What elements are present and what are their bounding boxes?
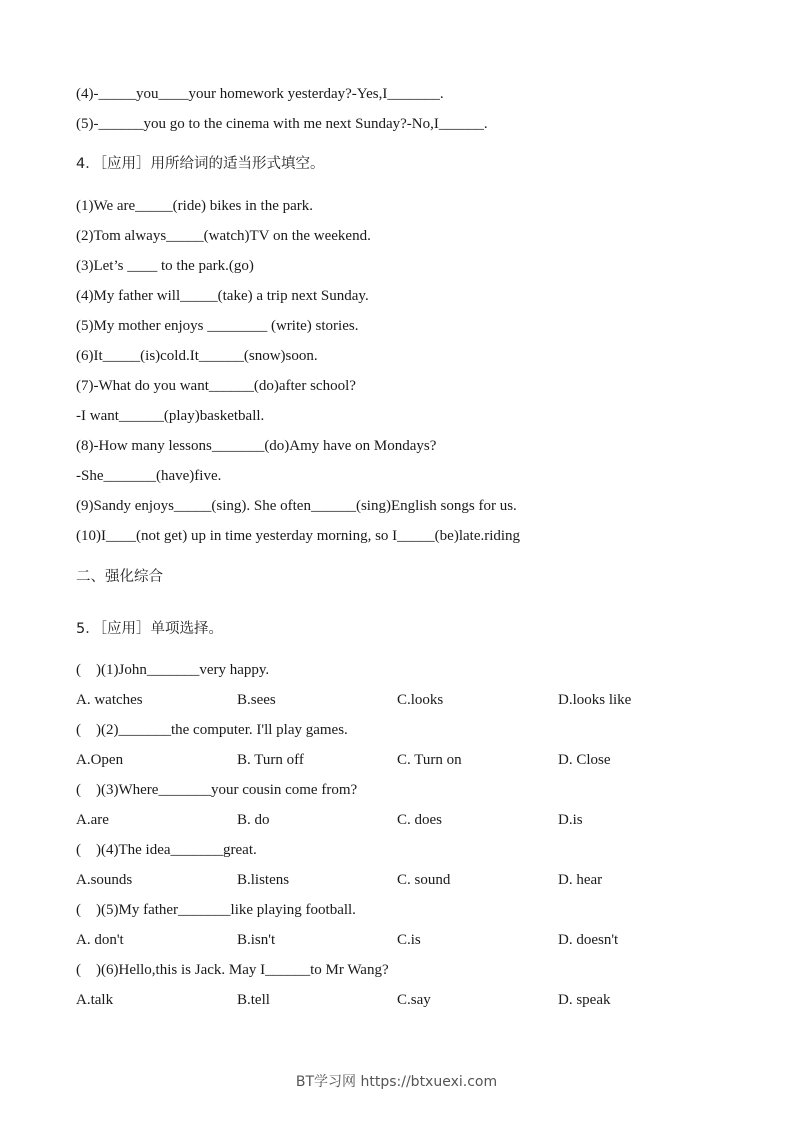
choice-option-d: D.is [558, 812, 583, 828]
choice-option-a: A. don't [76, 932, 124, 948]
fill-blank-item: (8)-How many lessons_______(do)Amy have on Mondays? [76, 438, 437, 454]
choice-option-d: D.looks like [558, 692, 632, 708]
choice-option-b: B.isn't [237, 932, 276, 948]
choice-option-a: A. watches [76, 692, 143, 708]
choice-option-b: B.tell [237, 992, 270, 1008]
fill-blank-item: -She_______(have)five. [76, 468, 222, 484]
footer-watermark: BT学习网 https://btxuexi.com [295, 1074, 498, 1090]
choice-option-d: D. doesn't [558, 932, 619, 948]
choice-option-c: C. Turn on [397, 752, 462, 768]
choice-option-c: C.say [397, 992, 431, 1008]
choice-option-c: C.looks [397, 692, 444, 708]
fill-blank-item: (1)We are_____(ride) bikes in the park. [76, 198, 314, 214]
choice-option-c: C. sound [397, 872, 451, 888]
choice-option-b: B.sees [237, 692, 276, 708]
fill-blank-item: (4)My father will_____(take) a trip next Sunday. [76, 288, 369, 304]
choice-question-stem: ( )(3)Where_______your cousin come from? [76, 782, 358, 798]
choice-question-stem: ( )(2)_______the computer. I'll play games. [76, 722, 348, 738]
choice-question-stem: ( )(4)The idea_______great. [76, 842, 257, 858]
fill-blank-item: (9)Sandy enjoys_____(sing). She often______(sing)English songs for us. [76, 498, 517, 514]
choice-option-d: D. Close [558, 752, 611, 768]
choice-option-c: C.is [397, 932, 421, 948]
choice-option-d: D. speak [558, 992, 611, 1008]
fill-blank-item: (10)I____(not get) up in time yesterday morning, so I_____(be)late.riding [76, 528, 521, 544]
choice-option-a: A.talk [76, 992, 114, 1008]
choice-option-b: B. do [237, 812, 270, 828]
section-2-heading: 二、强化综合 [76, 569, 163, 585]
fill-blank-item: (4)-_____you____your homework yesterday?-Yes,I_______. [76, 86, 444, 102]
choice-question-stem: ( )(1)John_______very happy. [76, 662, 270, 678]
fill-blank-item: (3)Let’s ____ to the park.(go) [76, 258, 254, 274]
choice-option-c: C. does [397, 812, 442, 828]
fill-blank-item: (2)Tom always_____(watch)TV on the weekend. [76, 228, 371, 244]
choice-option-a: A.are [76, 812, 109, 828]
fill-blank-item: (7)-What do you want______(do)after school? [76, 378, 356, 394]
choice-option-b: B. Turn off [237, 752, 304, 768]
choice-option-b: B.listens [237, 872, 290, 888]
fill-blank-item: (6)It_____(is)cold.It______(snow)soon. [76, 348, 318, 364]
choice-question-stem: ( )(6)Hello,this is Jack. May I______to Mr Wang? [76, 962, 389, 978]
choice-option-a: A.Open [76, 752, 124, 768]
fill-blank-item: (5)My mother enjoys ________ (write) stories. [76, 318, 359, 334]
question-5-heading: 5．［应用］单项选择。 [76, 621, 223, 637]
choice-option-a: A.sounds [76, 872, 133, 888]
choice-question-stem: ( )(5)My father_______like playing football. [76, 902, 356, 918]
question-4-heading: 4．［应用］用所给词的适当形式填空。 [76, 156, 325, 172]
fill-blank-item: (5)-______you go to the cinema with me next Sunday?-No,I______. [76, 116, 488, 132]
fill-blank-item: -I want______(play)basketball. [76, 408, 265, 424]
choice-option-d: D. hear [558, 872, 603, 888]
